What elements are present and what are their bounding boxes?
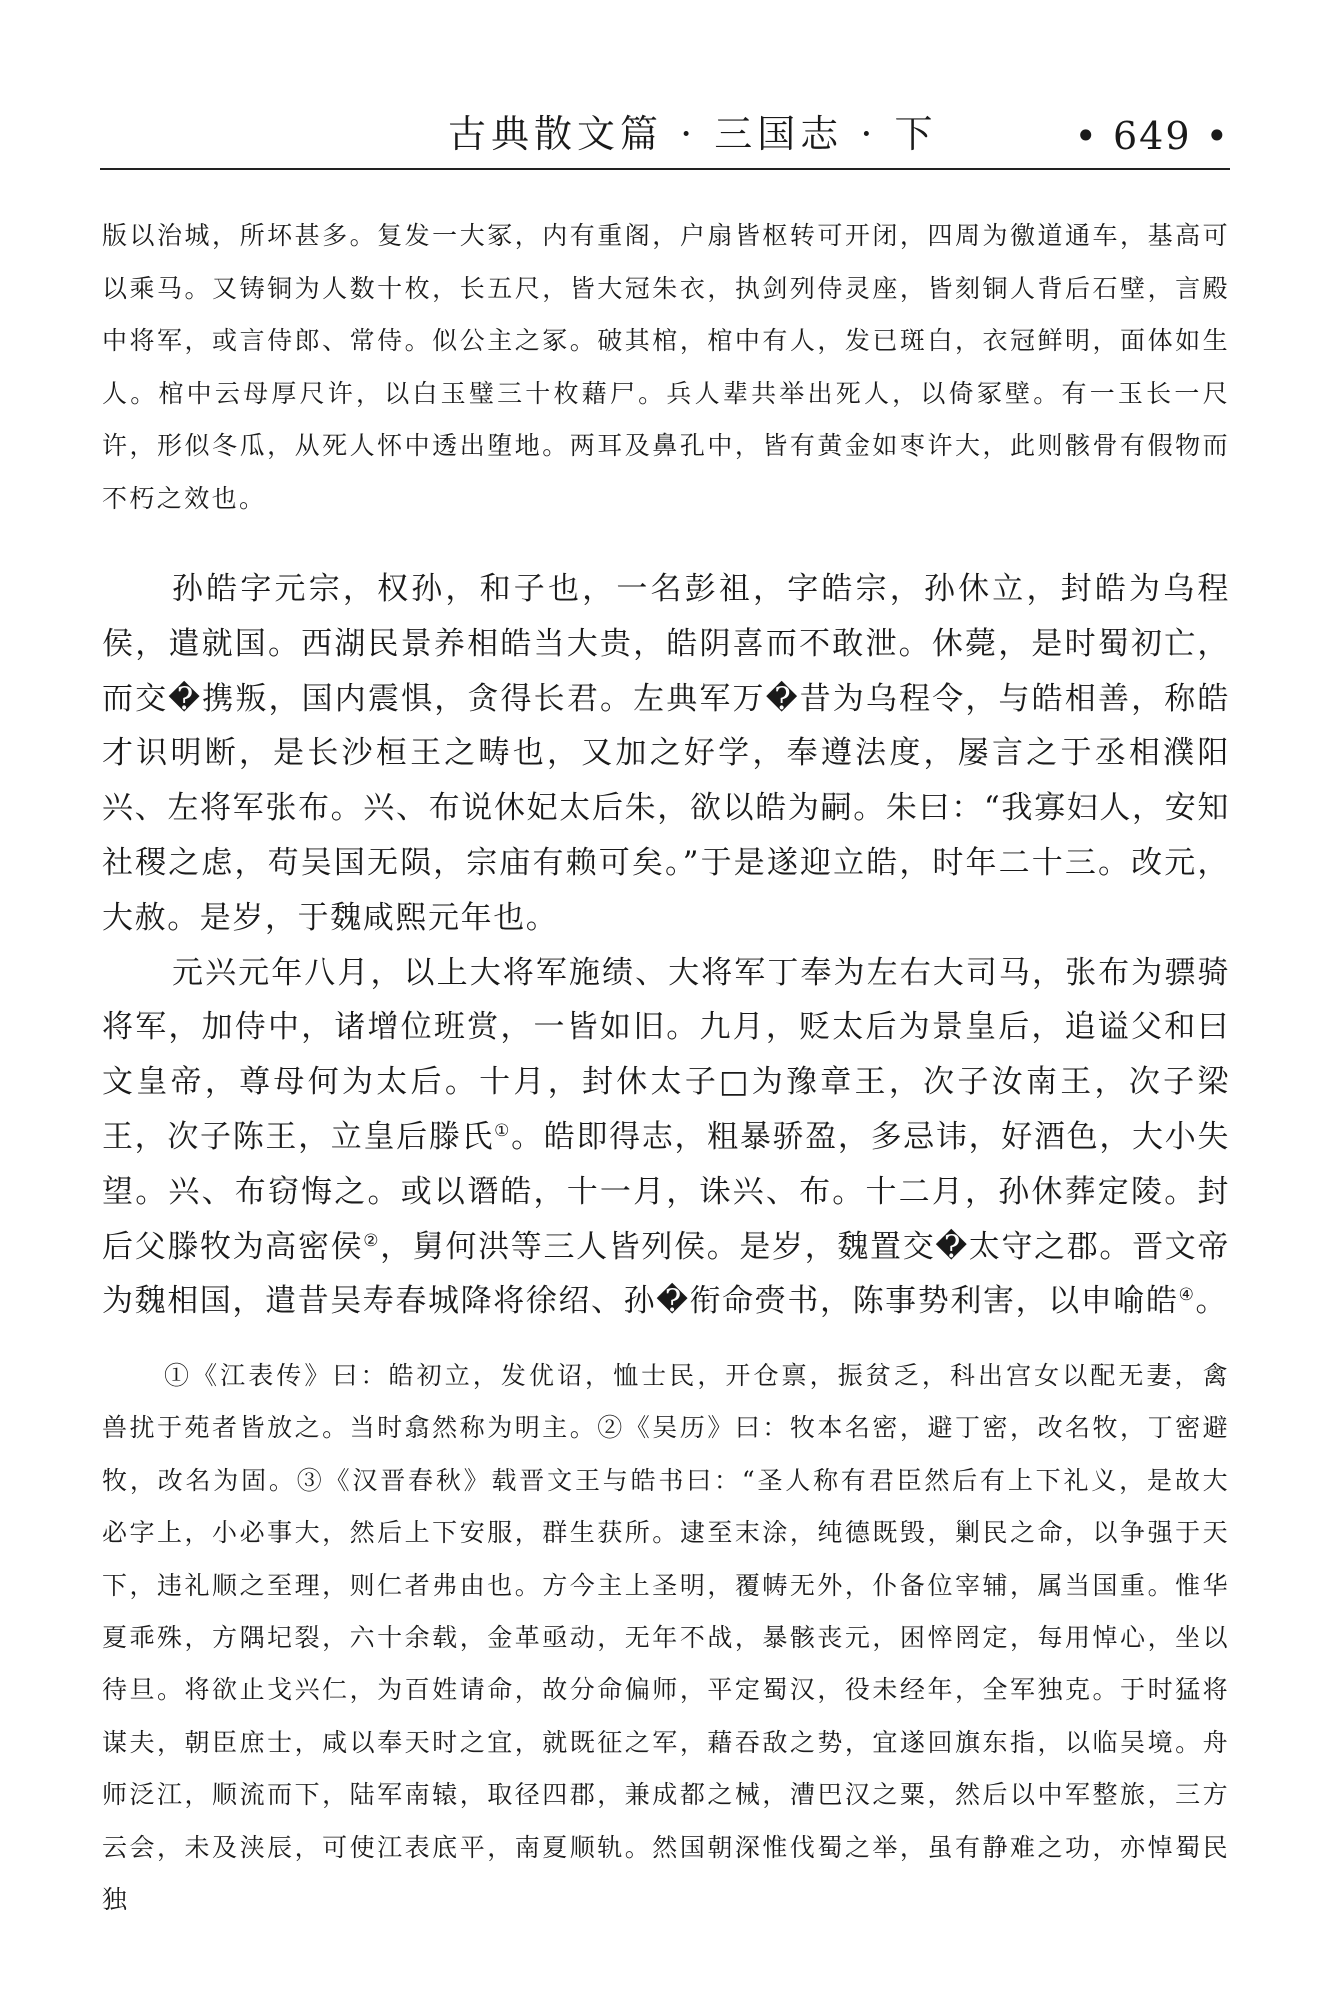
main-text: [102, 562, 1230, 1329]
annotation-paragraph: 版以治城，所坏甚多。复发一大冢，内有重阁，户扇皆枢转可开闭，四周为徼道通车，基高可以乘马。又铸铜为人数十枚，长五尺，皆大冠朱衣，执剑列侍灵座，皆刻铜人背后石壁，言殿中将军，或言侍郎、常侍。似公主之冢。破其棺，棺中有人，发已斑白，衣冠鲜明，面体如生人。棺中云母厚尺许，以白玉璧三十枚藉尸。兵人辈共举出死人，以倚冢壁。有一玉长一尺许，形似冬瓜，从死人怀中透出堕地。两耳及鼻孔中，皆有黄金如枣许大，此则骸骨有假物而不朽之效也。: [102, 221, 1230, 513]
annotation-paragraph: ①《江表传》曰：皓初立，发优诏，恤士民，开仓禀，振贫乏，科出宫女以配无妻，禽兽扰于苑者皆放之。当时翕然称为明主。②《吴历》曰：牧本名密，避丁密，改名牧，丁密避牧，改名为固。③《汉晋春秋》载晋文王与皓书曰：“圣人称有君臣然后有上下礼义，是故大必字上，小必事大，然后上下安服，群生获所。逮至末涂，纯德既毁，剿民之命，以争强于天下，违礼顺之至理，则仁者弗由也。方今主上圣明，覆帱无外，仆备位宰辅，属当国重。惟华夏乖殊，方隅圮裂，六十余载，金革亟动，无年不战，暴骸丧元，困悴罔定，每用悼心，坐以待旦。将欲止戈兴仁，为百姓请命，故分命偏师，平定蜀汉，役未经年，全军独克。于时猛将谋夫，朝臣庶士，咸以奉天时之宜，就既征之军，藉吞敌之势，宜遂回旗东指，以临吴境。舟师泛江，顺流而下，陆军南辕，取径四郡，兼成都之械，漕巴汉之粟，然后以中军整旅，三方云会，未及浃辰，可使江表底平，南夏顺轨。然国朝深惟伐蜀之举，虽有静难之功，亦悼蜀民独: [102, 1361, 1230, 1915]
footnote-marker-4: ④: [1178, 1285, 1196, 1306]
footnote-marker-2: ②: [363, 1230, 381, 1251]
paragraph-text: 。: [1195, 1283, 1229, 1320]
continued-annotation: [102, 210, 1230, 525]
paragraph-text: 元兴元年八月，以上大将军施绩、大将军丁奉为左右大司马，张布为骠骑将军，加侍中，诸增位班赏，一皆如旧。九月，贬太后为景皇后，追谥父和曰文皇帝，尊母何为太后。十月，封休太子□为豫章王，次子汝南王，次子梁王，次子陈王，立皇后滕氏: [102, 954, 1230, 1155]
annotations: [102, 1350, 1230, 1926]
page-number: • 649 •: [1074, 114, 1230, 158]
paragraph-text: ，舅何洪等三人皆列侯。是岁，魏置交�太守之郡。晋文帝为魏相国，遣昔吴寿春城降将徐绍、孙�衔命赍书，陈事势利害，以申喻皓: [102, 1228, 1230, 1320]
main-paragraph-1: 孙皓字元宗，权孙，和子也，一名彭祖，字皓宗，孙休立，封皓为乌程侯，遣就国。西湖民景养相皓当大贵，皓阴喜而不敢泄。休薨，是时蜀初亡，而交�携叛，国内震惧，贪得长君。左典军万�昔为乌程令，与皓相善，称皓才识明断，是长沙桓王之畴也，又加之好学，奉遵法度，屡言之于丞相濮阳兴、左将军张布。兴、布说休妃太后朱，欲以皓为嗣。朱曰：“我寡妇人，安知社稷之虑，苟吴国无陨，宗庙有赖可矣。”于是遂迎立皓，时年二十三。改元，大赦。是岁，于魏咸熙元年也。: [102, 571, 1230, 936]
running-title: 古典散文篇 · 三国志 · 下: [448, 112, 938, 156]
page-header: [100, 100, 1230, 170]
footnote-marker-1: ①: [494, 1120, 512, 1141]
paragraph-text: 。皓即得志，粗暴骄盈，多忌讳，好酒色，大小失望。兴、布窃悔之。或以谮皓，十一月，诛兴、布。十二月，孙休葬定陵。封后父滕牧为高密侯: [102, 1118, 1230, 1265]
main-paragraph-2: [102, 946, 1230, 1330]
